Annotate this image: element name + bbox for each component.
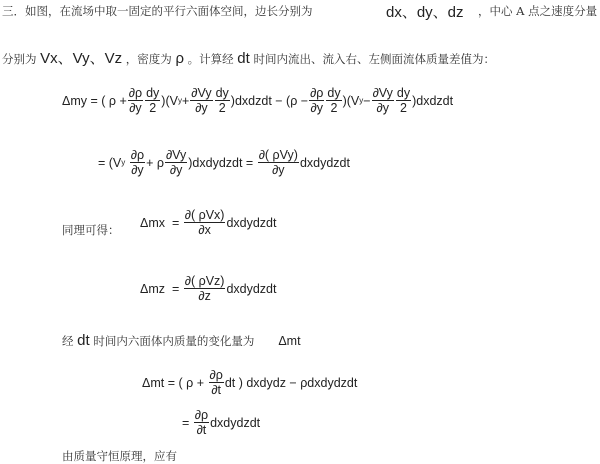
- frac-den: ∂t: [196, 423, 207, 437]
- frac-den: 2: [218, 101, 226, 115]
- frac-num: ∂ρ: [310, 86, 324, 100]
- eq-part: dxdydzdt: [210, 415, 261, 430]
- eq-sub: y: [121, 158, 126, 167]
- fraction: [258, 148, 299, 177]
- frac-den: ∂y: [376, 101, 389, 115]
- eq-part: )(V: [342, 93, 360, 108]
- fraction: [194, 408, 209, 437]
- eq-part: = ( ρ +: [90, 93, 127, 108]
- eq-part: )(V: [161, 93, 178, 108]
- similarly-label: 同理可得：: [62, 223, 120, 237]
- fraction: [130, 148, 145, 177]
- dt-symbol: dt: [237, 50, 250, 67]
- intro-line-2: [2, 47, 495, 68]
- equation-delta-mx: [140, 208, 276, 237]
- eq-part: =: [182, 415, 190, 430]
- frac-den: ∂y: [169, 163, 183, 177]
- fraction: [215, 86, 230, 115]
- eq-part: =: [171, 215, 180, 230]
- fraction: [190, 86, 212, 115]
- dims-text: dx、dy、dz: [386, 4, 464, 21]
- frac-num: ∂Vy: [191, 86, 212, 100]
- rho-symbol: ρ: [175, 50, 184, 67]
- intro-text: 三．如图，在流场中取一固定的平行六面体空间，边长分别为: [2, 4, 313, 18]
- fraction: [184, 274, 226, 303]
- frac-num: ∂( ρVx): [184, 208, 225, 222]
- conclusion-text: 由质量守恒原理，应有: [62, 449, 177, 463]
- frac-den: ∂x: [198, 223, 211, 237]
- eq-part: dxdydzdt: [299, 155, 350, 170]
- frac-num: ∂Vy: [372, 86, 393, 100]
- equation-delta-my: [62, 86, 453, 115]
- eq-part: dxdydzdt: [226, 215, 277, 230]
- delta-mt-symbol: Δmt: [278, 333, 301, 348]
- fraction: [209, 368, 224, 397]
- eq-lhs: Δmy: [62, 93, 88, 108]
- eq-sub: y: [359, 96, 364, 105]
- dt-symbol: dt: [77, 332, 90, 349]
- equation-delta-mt: [142, 368, 357, 397]
- eq-part: + ρ: [146, 155, 164, 170]
- equation-delta-mz: [140, 274, 276, 303]
- equation-delta-mt-result: [182, 408, 260, 437]
- frac-num: ∂Vy: [165, 148, 187, 162]
- eq-part: dt ) dxdydz − ρdxdydzdt: [224, 375, 358, 390]
- fraction: [326, 86, 341, 115]
- text: 时间内六面体内质量的变化量为: [93, 333, 255, 348]
- frac-num: dy: [146, 86, 160, 100]
- frac-num: dy: [215, 86, 229, 100]
- intro-part: ，密度为: [125, 52, 172, 66]
- eq-part: )dxdydzdt =: [188, 155, 254, 170]
- frac-den: ∂y: [129, 101, 142, 115]
- frac-num: dy: [396, 86, 411, 100]
- velocity-components: Vx、Vy、Vz: [40, 50, 123, 67]
- eq-part: = (V: [98, 155, 122, 170]
- eq-lhs: Δmx: [140, 215, 166, 230]
- frac-num: ∂ρ: [194, 408, 209, 422]
- frac-den: ∂t: [211, 383, 221, 397]
- eq-part: )dxdzdt − (ρ −: [230, 93, 309, 108]
- frac-num: dy: [327, 86, 341, 100]
- fraction: [184, 208, 226, 237]
- eq-sub: y: [177, 96, 182, 105]
- frac-den: 2: [330, 101, 338, 115]
- intro-line-1: [2, 3, 313, 19]
- frac-den: ∂y: [131, 163, 144, 177]
- eq-part: = ( ρ +: [167, 375, 205, 390]
- text: 经: [62, 333, 74, 348]
- eq-part: dxdydzdt: [226, 281, 277, 296]
- frac-den: 2: [149, 101, 157, 115]
- frac-num: ∂( ρVz): [184, 274, 225, 288]
- center-text: ，中心 A 点之速度分量: [478, 4, 598, 18]
- frac-num: ∂ρ: [209, 368, 223, 382]
- intro-part: 分别为: [2, 52, 37, 66]
- intro-part: 时间内流出、流入右、左侧面流体质量差值为：: [253, 52, 495, 66]
- frac-num: ∂ρ: [128, 86, 143, 100]
- frac-den: ∂y: [310, 101, 323, 115]
- fraction: [309, 86, 324, 115]
- frac-den: 2: [400, 101, 407, 115]
- fraction: [396, 86, 411, 115]
- frac-den: ∂y: [195, 101, 208, 115]
- intro-part: 。计算经: [187, 52, 234, 66]
- fraction: [165, 148, 187, 177]
- fraction: [145, 86, 160, 115]
- frac-num: ∂( ρVy): [258, 148, 298, 162]
- eq-part: −: [363, 93, 371, 108]
- eq-part: =: [171, 281, 180, 296]
- equation-simplified: [98, 148, 350, 177]
- frac-num: ∂ρ: [130, 148, 145, 162]
- eq-lhs: Δmt: [142, 375, 165, 390]
- mass-change-line: [62, 332, 301, 349]
- frac-den: ∂y: [272, 163, 285, 177]
- frac-den: ∂z: [198, 289, 211, 303]
- eq-part: )dxdzdt: [412, 93, 454, 108]
- eq-lhs: Δmz: [140, 281, 166, 296]
- fraction: [372, 86, 394, 115]
- eq-part: +: [181, 93, 190, 108]
- fraction: [128, 86, 143, 115]
